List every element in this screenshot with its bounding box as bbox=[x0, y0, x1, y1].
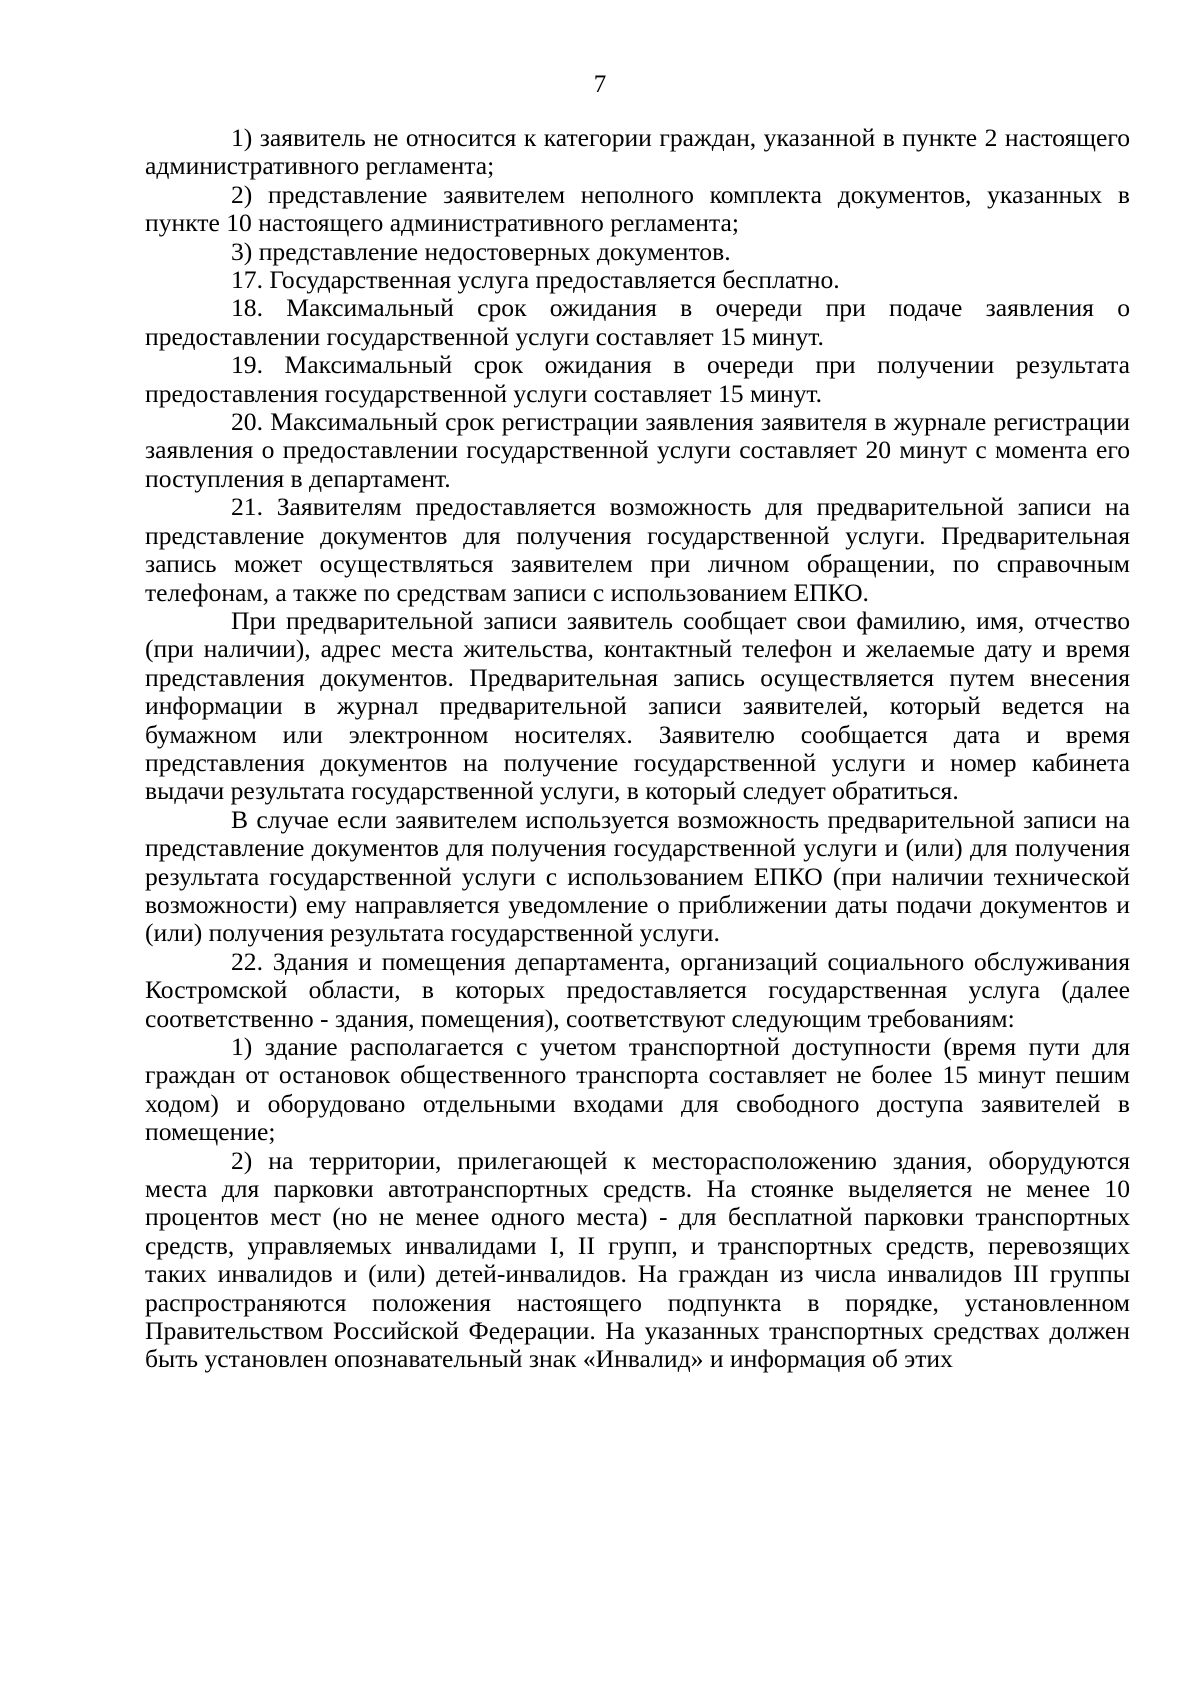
document-body bbox=[145, 124, 1130, 1374]
paragraph-21: 21. Заявителям предоставляется возможность для предварительной записи на представление документов для получения государственной услуги. Предварительная запись может осуществляться заявителем при личном обращении, по справочным телефонам, а также по средствам записи с использованием ЕПКО. bbox=[145, 492, 1130, 607]
paragraph-19: 19. Максимальный срок ожидания в очереди при получении результата предоставления государственной услуги составляет 15 минут. bbox=[145, 350, 1130, 408]
paragraph-20: 20. Максимальный срок регистрации заявления заявителя в журнале регистрации заявления о предоставлении государственной услуги составляет 20 минут с момента его поступления в департамент. bbox=[145, 407, 1130, 493]
paragraph-item-1: 1) заявитель не относится к категории граждан, указанной в пункте 2 настоящего административного регламента; bbox=[145, 123, 1130, 181]
page-number: 7 bbox=[593, 71, 607, 98]
paragraph-21-preregistration: При предварительной записи заявитель сообщает свои фамилию, имя, отчество (при наличии), адрес места жительства, контактный телефон и желаемые дату и время представления документов. Предварительная запись осуществляется путем внесения информации в журнал предварительной записи заявителей, который ведется на бумажном или электронном носителях. Заявителю сообщается дата и время представления документов на получение государственной услуги и номер кабинета выдачи результата государственной услуги, в который следует обратиться. bbox=[145, 605, 1130, 806]
paragraph-17: 17. Государственная услуга предоставляется бесплатно. bbox=[231, 265, 840, 295]
paragraph-22-item-1: 1) здание располагается с учетом транспортной доступности (время пути для граждан от остановок общественного транспорта составляет не более 15 минут пешим ходом) и оборудовано отдельными входами для свободного доступа заявителей в помещение; bbox=[145, 1032, 1130, 1147]
paragraph-item-3: 3) представление недостоверных документов. bbox=[231, 236, 731, 266]
paragraph-item-2: 2) представление заявителем неполного комплекта документов, указанных в пункте 10 настоящего административного регламента; bbox=[145, 179, 1130, 238]
paragraph-21-notification: В случае если заявителем используется возможность предварительной записи на представление документов для получения государственной услуги и (или) для получения результата государственной услуги с использованием ЕПКО (при наличии технической возможности) ему направляется уведомление о приближении даты подачи документов и (или) получения результата государственной услуги. bbox=[145, 804, 1130, 948]
paragraph-22: 22. Здания и помещения департамента, организаций социального обслуживания Костромской области, в которых предоставляется государственная услуга (далее соответственно - здания, помещения), соответствуют следующим требованиям: bbox=[145, 946, 1130, 1033]
paragraph-22-item-2: 2) на территории, прилегающей к месторасположению здания, оборудуются места для парковки автотранспортных средств. На стоянке выделяется не менее 10 процентов мест (но не менее одного места) - для бесплатной парковки транспортных средств, управляемых инвалидами I, II групп, и транспортных средств, перевозящих таких инвалидов и (или) детей-инвалидов. На граждан из числа инвалидов III группы распространяются положения настоящего подпункта в порядке, установленном Правительством Российской Федерации. На указанных транспортных средствах должен быть установлен опознавательный знак «Инвалид» и информация об этих bbox=[145, 1145, 1130, 1374]
paragraph-18: 18. Максимальный срок ожидания в очереди при подаче заявления о предоставлении государственной услуги составляет 15 минут. bbox=[145, 293, 1130, 351]
